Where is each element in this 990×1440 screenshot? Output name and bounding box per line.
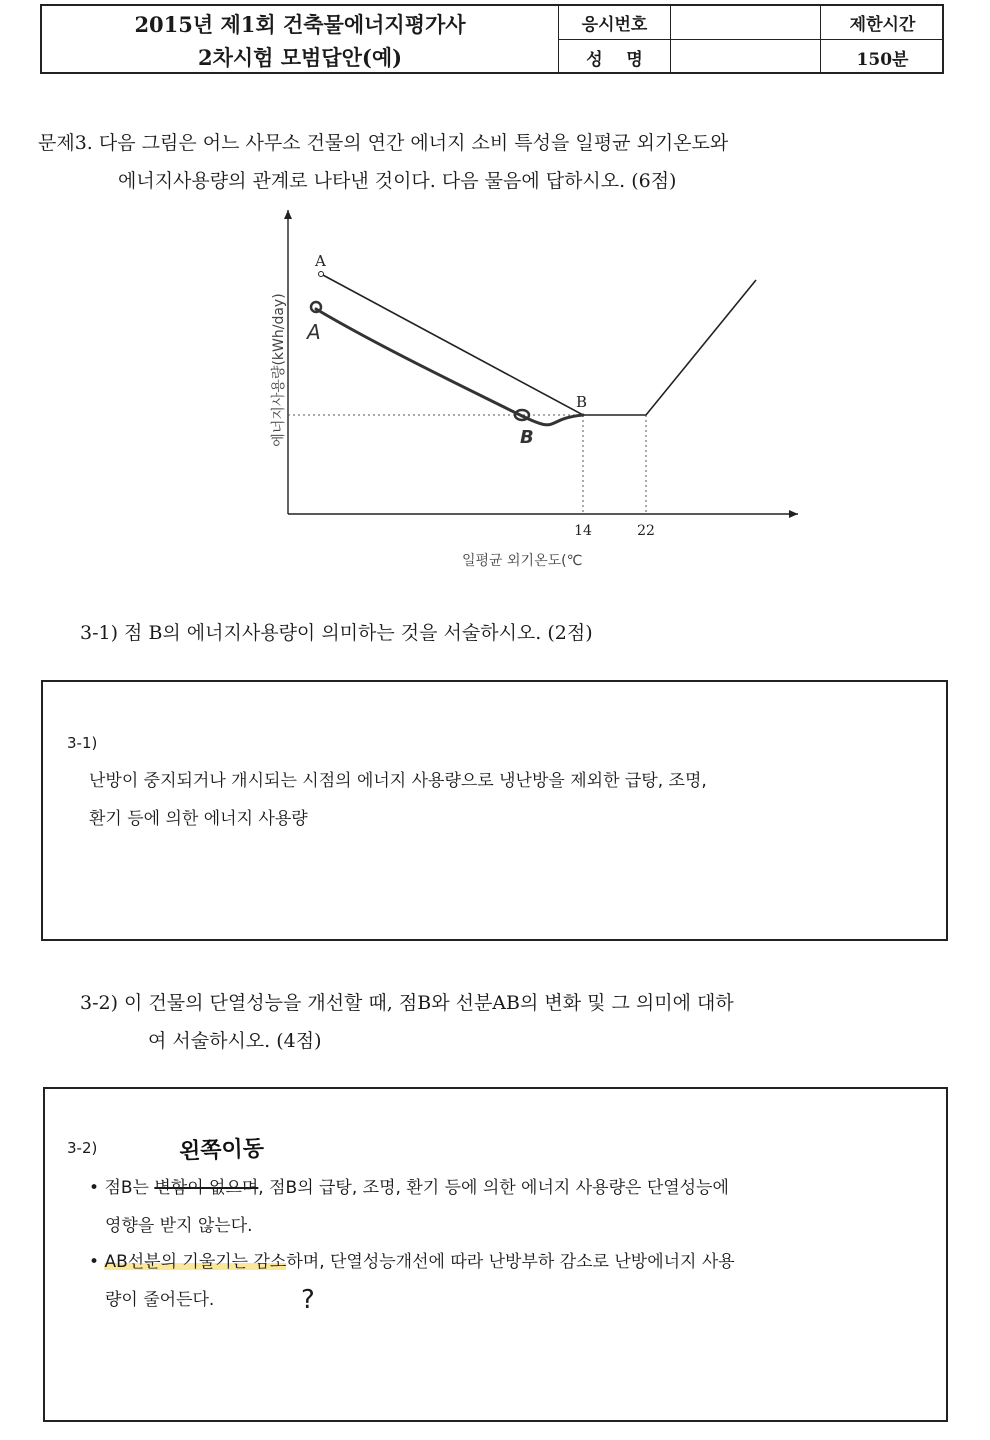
y-axis-arrow <box>284 210 292 219</box>
exam-number-label: 응시번호 <box>581 15 648 35</box>
handwritten-label-a: A <box>307 320 321 344</box>
bullet2-rest: 하며, 단열성능개선에 따라 난방부하 감소로 난방에너지 사용 <box>286 1252 735 1272</box>
bullet2-highlight: AB선분의 기울기는 감소 <box>104 1252 287 1272</box>
time-limit-value: 150분 <box>856 49 909 70</box>
bullet2-line1 <box>89 1247 735 1272</box>
name-field[interactable] <box>671 40 820 74</box>
sub2-prompt-line2: 여 서술하시오. (4점) <box>148 1030 322 1052</box>
bullet1-struck: 변함이 없으며 <box>154 1178 259 1198</box>
answer1-label: 3-1) <box>67 734 98 752</box>
answer1-line2: 환기 등에 의한 에너지 사용량 <box>89 809 308 829</box>
answer-box-1 <box>41 680 948 941</box>
header-table <box>40 4 944 74</box>
name-label: 성 명 <box>586 49 643 70</box>
answer-box-2 <box>43 1087 948 1422</box>
exam-title-line1: 2015년 제1회 건축물에너지평가사 <box>134 11 466 37</box>
sub1-prompt: 3-1) 점 B의 에너지사용량이 의미하는 것을 서술하시오. (2점) <box>80 622 593 644</box>
bullet2-line2: 량이 줄어든다. <box>105 1290 215 1310</box>
point-b-label: B <box>576 393 588 411</box>
x-axis-label: 일평균 외기온도(℃ <box>462 553 583 569</box>
point-a-label: A <box>315 252 326 270</box>
exam-title-line2: 2차시험 모범답안(예) <box>197 44 403 70</box>
bullet-1-symbol: • <box>89 1178 100 1198</box>
handwritten-question-mark: ? <box>301 1285 315 1315</box>
bullet1-line1 <box>89 1173 729 1198</box>
x-tick-label-2: 22 <box>637 523 655 539</box>
x-tick-label-1: 14 <box>574 523 592 539</box>
point-a-marker <box>319 272 324 277</box>
bullet1-line2: 영향을 받지 않는다. <box>105 1216 253 1236</box>
answer2-label: 3-2) <box>67 1139 98 1157</box>
bullet-2-symbol: • <box>89 1252 100 1272</box>
question-line2: 에너지사용량의 관계로 나타낸 것이다. 다음 물음에 답하시오. (6점) <box>118 170 677 192</box>
bullet1-prefix: 점B는 <box>104 1178 155 1198</box>
handwritten-note: 왼쪽이동 <box>178 1136 265 1165</box>
time-limit-label: 제한시간 <box>849 15 916 35</box>
question-line1: 문제3. 다음 그림은 어느 사무소 건물의 연간 에너지 소비 특성을 일평균 외기온도와 <box>38 132 729 154</box>
series-line <box>321 274 756 415</box>
x-axis-arrow <box>789 510 798 518</box>
answer1-line1: 난방이 중지되거나 개시되는 시점의 에너지 사용량으로 냉난방을 제외한 급탕, 조명, <box>89 771 707 791</box>
exam-number-field[interactable] <box>671 6 820 39</box>
y-axis-label: 에너지사용량(kWh/day) <box>271 293 287 447</box>
bullet1-rest: , 점B의 급탕, 조명, 환기 등에 의한 에너지 사용량은 단열성능에 <box>258 1178 729 1198</box>
energy-chart <box>0 200 990 580</box>
handwritten-line <box>316 309 583 425</box>
sub2-prompt-line1: 3-2) 이 건물의 단열성능을 개선할 때, 점B와 선분AB의 변화 및 그 의미에 대하 <box>80 992 734 1014</box>
handwritten-label-b: B <box>520 427 534 448</box>
